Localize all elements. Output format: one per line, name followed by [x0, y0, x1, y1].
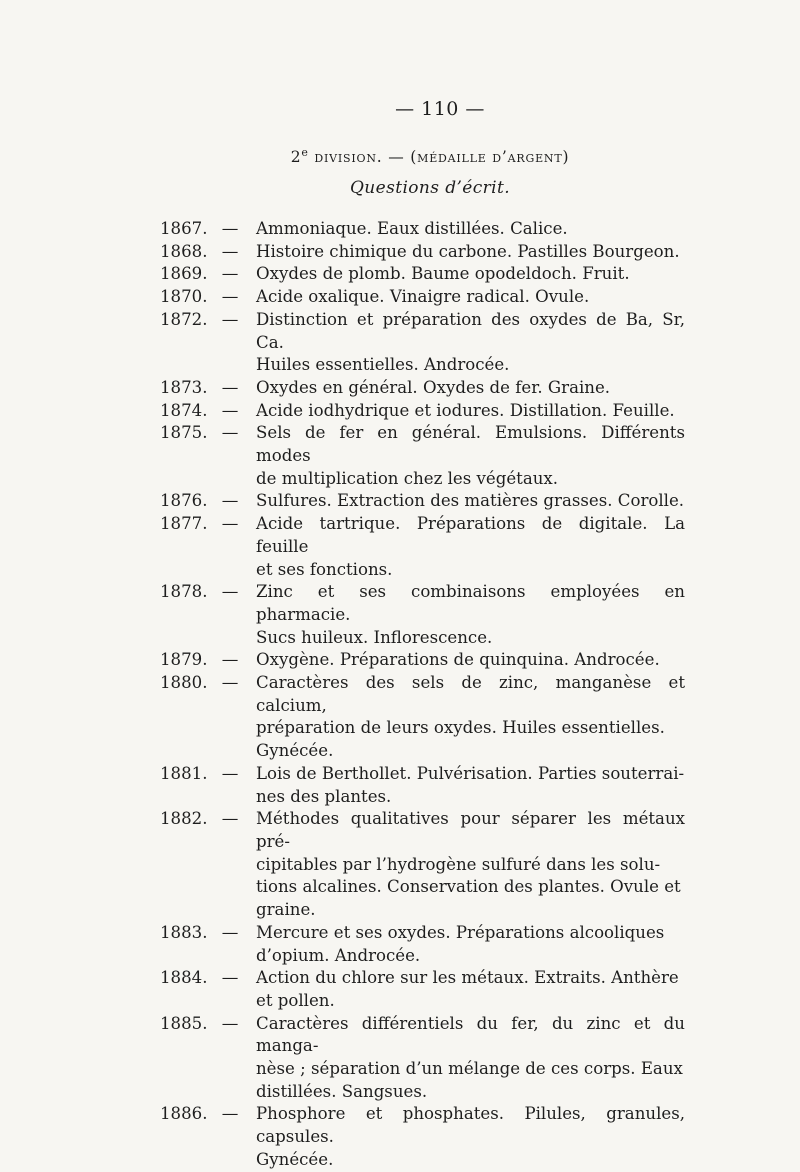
list-item: [160, 400, 685, 423]
entry-text: [256, 967, 685, 1012]
entry-text: [256, 581, 685, 649]
entry-year: 1868.: [160, 241, 208, 261]
entry-text: [256, 1013, 685, 1104]
entry-line: préparation de leurs oxydes. Huiles essentielles.: [256, 718, 665, 738]
entry-line: Acide tartrique. Préparations de digitale. La feuille: [256, 514, 685, 556]
entry-line: Lois de Berthollet. Pulvérisation. Parties souterrai-: [256, 763, 685, 783]
entry-text: [256, 1103, 685, 1171]
medal-label: (médaille d’argent): [410, 148, 570, 166]
list-item: [160, 241, 685, 264]
entry-line: graine.: [256, 900, 316, 920]
list-item: [160, 1103, 685, 1171]
entry-year: 1882.: [160, 809, 208, 829]
list-item: [160, 309, 685, 377]
entry-year: 1885.: [160, 1013, 208, 1033]
entry-line: Sels de fer en général. Emulsions. Différents modes: [256, 423, 685, 466]
division-label: division.: [314, 148, 383, 166]
entry-line: nèse ; séparation d’un mélange de ces corps. Eaux: [256, 1059, 683, 1079]
entry-year: 1878.: [160, 582, 208, 602]
entry-dash: —: [221, 1104, 239, 1124]
division-number: 2: [290, 148, 302, 166]
list-item: [160, 422, 685, 490]
entry-text: [256, 422, 685, 490]
entry-year: 1881.: [160, 763, 208, 783]
entry-text: [256, 286, 685, 309]
entry-year: 1874.: [160, 400, 208, 420]
entry-line: Gynécée.: [256, 1149, 334, 1169]
entry-line: tions alcalines. Conservation des plantes. Ovule et: [256, 877, 681, 897]
entry-dash: —: [221, 241, 239, 261]
list-item: [160, 513, 685, 581]
entry-dash: —: [221, 809, 239, 829]
entry-line: Phosphore et phosphates. Pilules, granules, capsules.: [256, 1104, 685, 1147]
entry-text: [256, 490, 685, 513]
entry-line: Sucs huileux. Inflorescence.: [256, 627, 493, 647]
division-superscript: e: [301, 145, 309, 159]
entry-year: 1880.: [160, 673, 208, 693]
list-item: [160, 1013, 685, 1104]
entry-dash: —: [221, 582, 239, 602]
entry-line: Zinc et ses combinaisons employées en pharmacie.: [256, 582, 685, 624]
entry-year: 1879.: [160, 650, 208, 670]
list-item: [160, 377, 685, 400]
entry-year: 1886.: [160, 1104, 208, 1124]
list-item: [160, 672, 685, 763]
entry-line: Caractères différentiels du fer, du zinc et du manga-: [256, 1013, 685, 1056]
entry-text: [256, 763, 685, 808]
entry-line: Ammoniaque. Eaux distillées. Calice.: [256, 219, 568, 238]
entry-line: d’opium. Androcée.: [256, 945, 421, 965]
list-item: [160, 490, 685, 513]
list-item: [160, 218, 685, 241]
entry-dash: —: [221, 377, 239, 397]
entry-year: 1869.: [160, 264, 208, 284]
entry-dash: —: [221, 650, 239, 670]
entry-line: cipitables par l’hydrogène sulfuré dans les solu-: [256, 854, 661, 874]
entry-dash: —: [221, 491, 239, 511]
entry-dash: —: [221, 287, 239, 307]
entry-text: [256, 241, 685, 264]
entry-text: [256, 377, 685, 400]
entry-line: Oxygène. Préparations de quinquina. Androcée.: [256, 650, 660, 670]
entry-line: Sulfures. Extraction des matières grasses. Corolle.: [256, 491, 685, 511]
list-item: [160, 922, 685, 967]
entry-year: 1867.: [160, 219, 208, 238]
entry-line: de multiplication chez les végétaux.: [256, 468, 559, 488]
list-item: [160, 967, 685, 1012]
section-heading: [0, 145, 800, 166]
entry-line: Histoire chimique du carbone. Pastilles Bourgeon.: [256, 241, 680, 261]
list-item: [160, 263, 685, 286]
question-list: [160, 218, 685, 1172]
entry-line: Acide oxalique. Vinaigre radical. Ovule.: [256, 287, 590, 307]
entry-line: Acide iodhydrique et iodures. Distillation. Feuille.: [256, 400, 675, 420]
list-item: [160, 286, 685, 309]
entry-year: 1877.: [160, 514, 208, 534]
entry-line: Action du chlore sur les métaux. Extraits. Anthère: [256, 968, 679, 988]
heading-separator: —: [388, 148, 405, 166]
entry-dash: —: [221, 400, 239, 420]
entry-dash: —: [221, 763, 239, 783]
entry-line: et pollen.: [256, 990, 335, 1010]
entry-line: Oxydes en général. Oxydes de fer. Graine.: [256, 377, 611, 397]
entry-year: 1884.: [160, 968, 208, 988]
entry-text: [256, 649, 685, 672]
entry-line: Méthodes qualitatives pour séparer les métaux pré-: [256, 809, 685, 851]
entry-text: [256, 263, 685, 286]
entry-year: 1876.: [160, 491, 208, 511]
entry-dash: —: [221, 219, 239, 238]
entry-dash: —: [221, 264, 239, 284]
subheading: Questions d’écrit.: [349, 178, 511, 198]
entry-line: Distinction et préparation des oxydes de Ba, Sr, Ca.: [256, 309, 685, 352]
entry-line: nes des plantes.: [256, 786, 392, 806]
list-item: [160, 763, 685, 808]
entry-year: 1873.: [160, 377, 208, 397]
entry-dash: —: [221, 673, 239, 693]
entry-line: Caractères des sels de zinc, manganèse et calcium,: [256, 673, 685, 715]
entry-line: Mercure et ses oxydes. Préparations alcooliques: [256, 922, 665, 942]
entry-text: [256, 400, 685, 423]
list-item: [160, 808, 685, 922]
entry-dash: —: [221, 1013, 239, 1033]
entry-line: distillées. Sangsues.: [256, 1081, 428, 1101]
entry-dash: —: [221, 423, 239, 443]
entry-year: 1872.: [160, 309, 208, 329]
list-item: [160, 649, 685, 672]
entry-dash: —: [221, 514, 239, 534]
entry-text: [256, 513, 685, 581]
entry-line: Gynécée.: [256, 741, 334, 761]
entry-year: 1870.: [160, 287, 208, 307]
entry-line: Oxydes de plomb. Baume opodeldoch. Fruit.: [256, 264, 630, 284]
entry-text: [256, 218, 685, 241]
entry-year: 1883.: [160, 922, 208, 942]
entry-line: Huiles essentielles. Androcée.: [256, 355, 510, 375]
entry-year: 1875.: [160, 423, 208, 443]
entry-dash: —: [221, 309, 239, 329]
entry-text: [256, 309, 685, 377]
entry-dash: —: [221, 968, 239, 988]
entry-line: et ses fonctions.: [256, 559, 393, 579]
page-number: — 110 —: [395, 98, 485, 120]
list-item: [160, 581, 685, 649]
entry-text: [256, 672, 685, 763]
entry-text: [256, 808, 685, 922]
entry-dash: —: [221, 922, 239, 942]
entry-text: [256, 922, 685, 967]
